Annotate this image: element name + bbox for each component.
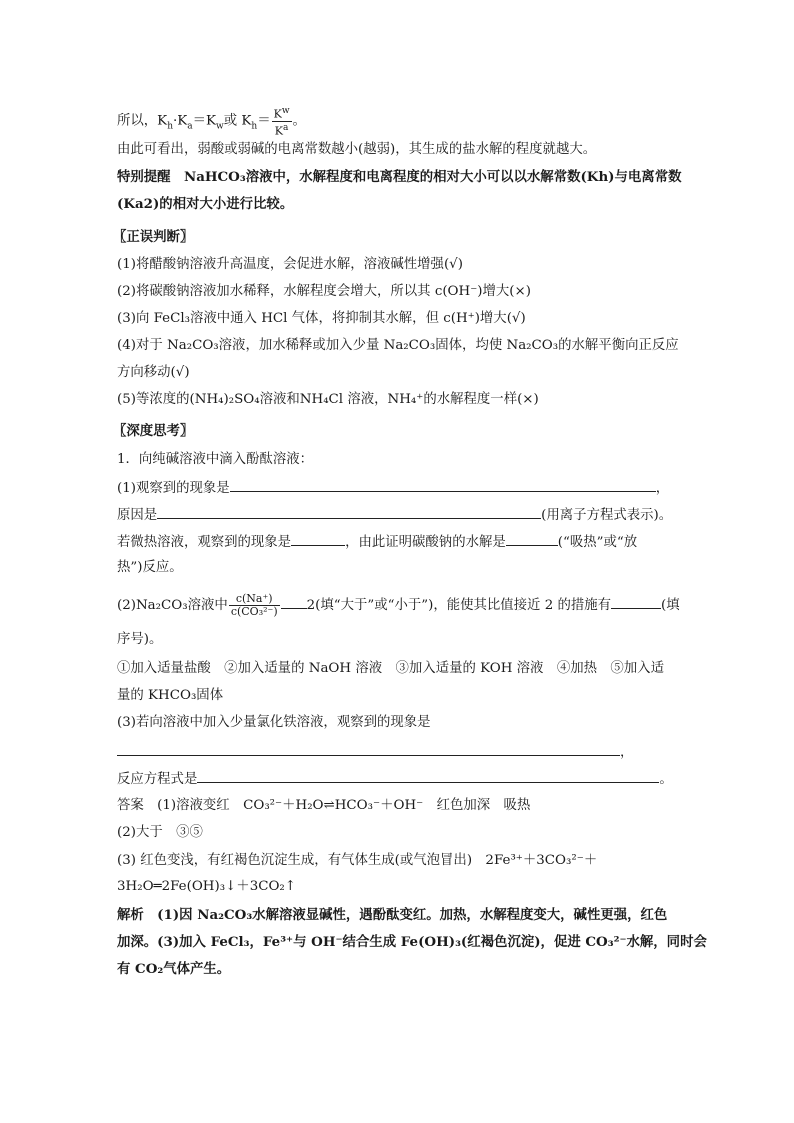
text-segment: w <box>281 106 290 116</box>
question-line <box>117 768 673 790</box>
judgement-item: (4)对于 Na₂CO₃溶液，加水稀释或加入少量 Na₂CO₃固体，均使 Na₂CO₃的水解平衡向正反应 <box>117 338 679 353</box>
explanation-line: 解析 (1)因 Na₂CO₃水解溶液显碱性，遇酚酞变红。加热，水解程度变大，碱性更强，红色 <box>117 907 668 923</box>
fraction-kw-ka <box>272 105 292 137</box>
question-line: 1．向纯碱溶液中滴入酚酞溶液： <box>117 452 313 467</box>
answer-line: (3) 红色变浅，有红褐色沉淀生成，有气体生成(或气泡冒出) 2Fe³⁺＋3CO₃²⁻＋ <box>117 853 598 868</box>
text-segment: 2(填“大于”或“小于”)，能使其比值接近 2 的措施有 <box>306 598 612 613</box>
text-segment: ·K <box>172 113 188 129</box>
text-segment: 所以，K <box>117 113 168 129</box>
text-segment: (2)Na₂CO₃溶液中 <box>117 598 228 613</box>
question-line: 热”)反应。 <box>117 560 183 575</box>
text-segment: ＝ <box>257 113 271 129</box>
text-segment: h <box>167 121 173 132</box>
text-segment: c(CO₃²⁻) <box>230 605 278 618</box>
relation-line <box>117 105 306 137</box>
text-segment: 。 <box>292 113 306 129</box>
question-line <box>117 531 637 553</box>
answer-blank[interactable] <box>506 531 558 546</box>
answer-line: 答案 (1)溶液变红 CO₃²⁻＋H₂O⇌HCO₃⁻＋OH⁻ 红色加深 吸热 <box>117 798 531 813</box>
answer-line: 3H₂O═2Fe(OH)₃↓＋3CO₂↑ <box>117 879 297 894</box>
text-segment: K <box>273 107 282 121</box>
text-segment: ， <box>655 481 670 496</box>
text-segment: ， <box>620 745 634 760</box>
text-segment: c(Na⁺) <box>229 593 280 606</box>
question-line <box>117 504 672 526</box>
answer-blank[interactable] <box>291 531 345 546</box>
question-line <box>117 477 669 499</box>
text-segment: a <box>282 122 289 133</box>
text-segment: 原因是 <box>117 508 158 523</box>
text-segment: ，由此证明碳酸钠的水解是 <box>345 535 506 550</box>
answer-blank[interactable] <box>611 594 661 609</box>
text-segment: (用离子方程式表示)。 <box>541 508 673 523</box>
answer-line: (2)大于 ③⑤ <box>117 825 203 840</box>
text-segment: (“吸热”或“放 <box>557 535 638 550</box>
answer-blank[interactable] <box>230 477 656 492</box>
text-segment: K <box>274 124 283 138</box>
question-line: 序号)。 <box>117 632 163 647</box>
text-segment: ＝K <box>192 113 217 129</box>
text-segment: 若微热溶液，观察到的现象是 <box>117 535 292 550</box>
question-line <box>117 593 680 618</box>
fraction-na-co3 <box>229 593 280 618</box>
text-segment: 或 K <box>223 113 252 129</box>
answer-blank[interactable] <box>117 741 620 756</box>
answer-blank[interactable] <box>197 768 659 783</box>
text-segment: a <box>187 121 193 132</box>
section-heading: 〖深度思考〗 <box>113 423 194 439</box>
special-note-line: (Ka2)的相对大小进行比较。 <box>117 196 294 212</box>
text-segment: (1)观察到的现象是 <box>117 481 230 496</box>
special-note-line: 特别提醒 NaHCO₃溶液中，水解程度和电离程度的相对大小可以以水解常数(Kh)与电离常数 <box>117 169 682 185</box>
section-heading: 〖正误判断〗 <box>113 229 194 245</box>
text-segment: h <box>251 121 258 132</box>
explanation-line: 有 CO₂气体产生。 <box>117 961 231 977</box>
explanation-line: 加深。(3)加入 FeCl₃，Fe³⁺与 OH⁻结合生成 Fe(OH)₃(红褐色沉淀)，促进 CO₃²⁻水解，同时会 <box>117 934 707 950</box>
answer-blank[interactable] <box>157 504 541 519</box>
question-line <box>117 741 633 763</box>
judgement-item: 方向移动(√) <box>117 365 190 380</box>
text-segment: w <box>216 121 224 132</box>
judgement-item: (3)向 FeCl₃溶液中通入 HCl 气体，将抑制其水解，但 c(H⁺)增大(√) <box>117 311 526 326</box>
text-segment: 。 <box>659 772 673 787</box>
text-segment: 反应方程式是 <box>117 772 198 787</box>
text-segment: (填 <box>661 598 680 613</box>
paragraph-line: 由此可看出，弱酸或弱碱的电离常数越小(越弱)，其生成的盐水解的程度就越大。 <box>117 142 597 157</box>
answer-blank[interactable] <box>281 594 307 609</box>
options-line: 量的 KHCO₃固体 <box>117 688 224 703</box>
judgement-item: (5)等浓度的(NH₄)₂SO₄溶液和NH₄Cl 溶液，NH₄⁺的水解程度一样(×) <box>117 392 539 407</box>
judgement-item: (1)将醋酸钠溶液升高温度，会促进水解，溶液碱性增强(√) <box>117 257 463 272</box>
judgement-item: (2)将碳酸钠溶液加水稀释，水解程度会增大，所以其 c(OH⁻)增大(×) <box>117 284 531 299</box>
options-line: ①加入适量盐酸 ②加入适量的 NaOH 溶液 ③加入适量的 KOH 溶液 ④加热 ⑤加入适 <box>117 661 664 676</box>
question-line: (3)若向溶液中加入少量氯化铁溶液，观察到的现象是 <box>117 715 431 730</box>
